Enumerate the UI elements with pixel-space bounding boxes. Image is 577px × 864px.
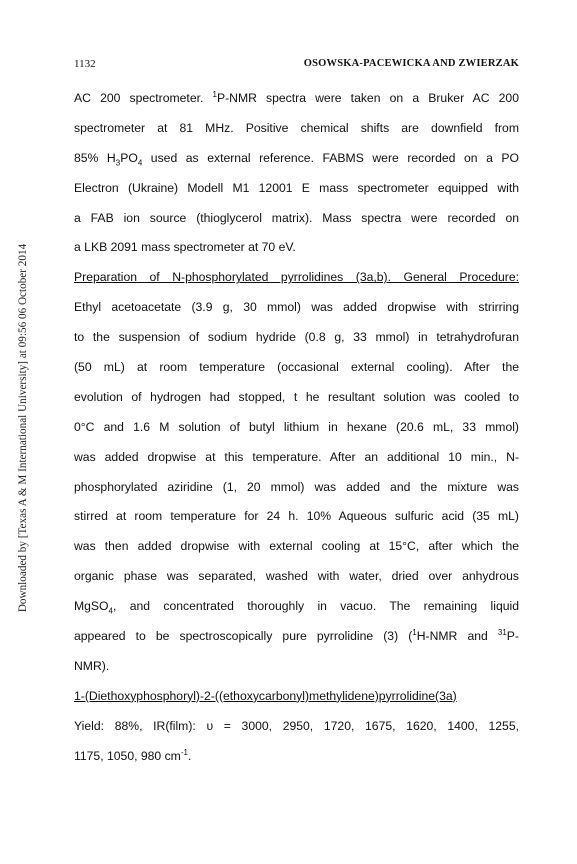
text-line: appeared to be spectroscopically pure pyrrolidine (3) ($^1$H-NMR and $^{31}$P-	[74, 627, 519, 644]
text-line: was added dropwise at this temperature. After an additional 10 min., N-	[74, 449, 519, 464]
text-line: to the suspension of sodium hydride (0.8 g, 33 mmol) in tetrahydrofuran	[74, 330, 519, 345]
text-line: a LKB 2091 mass spectrometer at 70 eV.	[74, 240, 296, 255]
text-line: phosphorylated aziridine (1, 20 mmol) was added and the mixture was	[74, 479, 519, 494]
text-line: Electron (Ukraine) Modell M1 12001 E mass spectrometer equipped with	[74, 180, 519, 195]
text-line: NMR).	[74, 658, 110, 673]
body-text	[74, 88, 519, 775]
compound-heading: 1-(Diethoxyphosphoryl)-2-((ethoxycarbonyl)methylidene)pyrrolidine(3a)	[74, 688, 457, 703]
download-note: Downloaded by [Texas A & M International University] at 09:56 06 October 2014	[17, 243, 29, 613]
text-line: (50 mL) at room temperature (occasional external cooling). After the	[74, 360, 519, 375]
download-sidebar	[13, 168, 33, 688]
page-number: 1132	[74, 58, 96, 70]
running-head: OSOWSKA-PACEWICKA AND ZWIERZAK	[303, 58, 519, 69]
text-line: 85% $H_3PO_4$ used as external reference. FABMS were recorded on a PO	[74, 150, 519, 168]
text-line: 0°C and 1.6 M solution of butyl lithium in hexane (20.6 mL, 33 mmol)	[74, 419, 519, 434]
text-line: a FAB ion source (thioglycerol matrix). Mass spectra were recorded on	[74, 210, 519, 225]
section-heading: Preparation of N-phosphorylated pyrrolidines (3a,b). General Procedure:	[74, 270, 519, 285]
text-line: MgSO$_4$, and concentrated thoroughly in vacuo. The remaining liquid	[74, 599, 519, 616]
text-line: organic phase was separated, washed with water, dried over anhydrous	[74, 569, 519, 584]
text-line: AC 200 spectrometer. $^1$P-NMR spectra were taken on a Bruker AC 200	[74, 89, 519, 105]
text-line: Ethyl acetoacetate (3.9 g, 30 mmol) was added dropwise with strirring	[74, 300, 519, 315]
text-line: was then added dropwise with external cooling at 15°C, after which the	[74, 539, 519, 554]
text-line: 1175, 1050, 980 $cm^{-1}$.	[74, 747, 192, 763]
text-line: stirred at room temperature for 24 h. 10% Aqueous sulfuric acid (35 mL)	[74, 509, 519, 524]
text-line: Yield: 88%, IR(film): υ = 3000, 2950, 1720, 1675, 1620, 1400, 1255,	[74, 718, 519, 733]
text-line: spectrometer at 81 MHz. Positive chemical shifts are downfield from	[74, 120, 519, 135]
page-header	[74, 58, 519, 74]
text-line: evolution of hydrogen had stopped, t he resultant solution was cooled to	[74, 389, 519, 404]
